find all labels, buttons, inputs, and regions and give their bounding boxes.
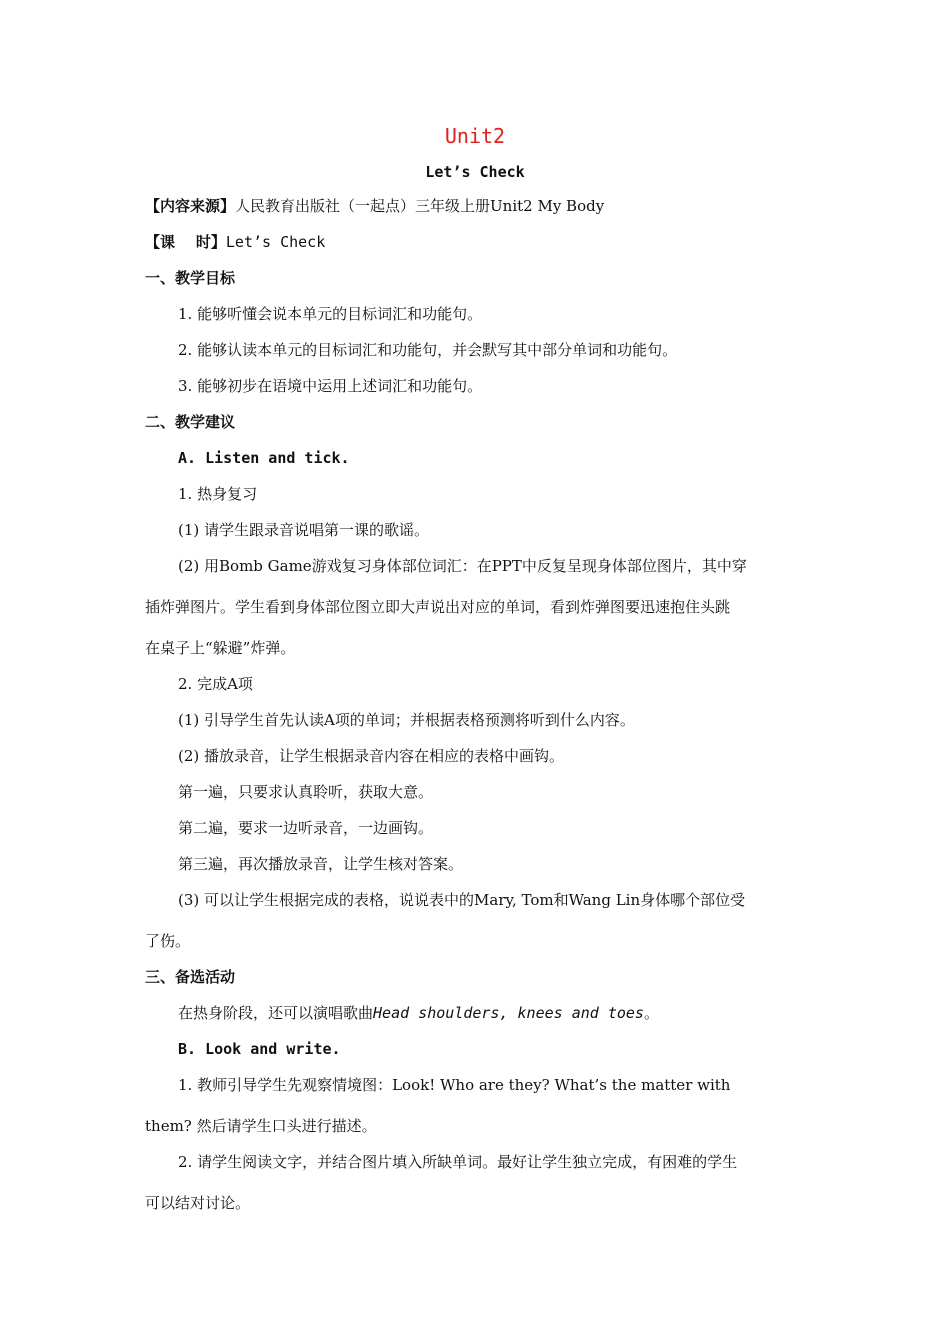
step1-heading: 1. 热身复习 <box>178 485 258 503</box>
step2-heading: 2. 完成A项 <box>178 675 253 693</box>
source-label: 【内容来源】 <box>145 197 236 215</box>
part-b-item-2-line1: 2. 请学生阅读文字，并结合图片填入所缺单词。最好让学生独立完成，有困难的学生 <box>178 1153 738 1171</box>
step2-item-2: (2) 播放录音，让学生根据录音内容在相应的表格中画钩。 <box>178 747 565 765</box>
part-b-heading: B. Look and write. <box>178 1040 341 1058</box>
warmup-prefix: 在热身阶段，还可以演唱歌曲 <box>178 1004 374 1022</box>
step2-item-3-line1: (3) 可以让学生根据完成的表格，说说表中的Mary, Tom和Wang Lin身体哪个部位受 <box>178 891 746 909</box>
step2-item-3-line2: 了伤。 <box>145 932 191 950</box>
objective-item-1: 1. 能够听懂会说本单元的目标词汇和功能句。 <box>178 305 483 323</box>
step1-item-1: (1) 请学生跟录音说唱第一课的歌谣。 <box>178 521 430 539</box>
listening-pass-2: 第二遍，要求一边听录音，一边画钩。 <box>178 819 434 837</box>
objective-item-3: 3. 能够初步在语境中运用上述词汇和功能句。 <box>178 377 483 395</box>
listening-pass-1: 第一遍，只要求认真聆听，获取大意。 <box>178 783 434 801</box>
lesson-line <box>145 232 325 252</box>
song-title: Head shoulders, knees and toes <box>373 1004 644 1022</box>
objective-item-2: 2. 能够认读本单元的目标词汇和功能句，并会默写其中部分单词和功能句。 <box>178 341 678 359</box>
document-subtitle: Let’s Check <box>425 163 525 181</box>
part-a-heading: A. Listen and tick. <box>178 449 350 467</box>
step1-item-2-line2: 插炸弹图片。学生看到身体部位图立即大声说出对应的单词，看到炸弹图要迅速抱住头跳 <box>145 598 731 616</box>
lesson-text: Let’s Check <box>225 233 326 251</box>
section2-heading: 二、教学建议 <box>145 413 236 431</box>
warmup-suffix: 。 <box>643 1004 659 1022</box>
section3-heading: 三、备选活动 <box>145 968 236 986</box>
warmup-activity <box>178 1003 659 1023</box>
source-text: 人民教育出版社（一起点）三年级上册Unit2 My Body <box>235 197 605 215</box>
step1-item-2-line1: (2) 用Bomb Game游戏复习身体部位词汇：在PPT中反复呈现身体部位图片，其中穿 <box>178 557 747 575</box>
lesson-label: 【课 时】 <box>145 233 226 251</box>
step2-item-1: (1) 引导学生首先认读A项的单词；并根据表格预测将听到什么内容。 <box>178 711 635 729</box>
section1-heading: 一、教学目标 <box>145 269 236 287</box>
part-b-item-1-line1: 1. 教师引导学生先观察情境图：Look! Who are they? What’s the matter with <box>178 1076 731 1094</box>
part-b-item-1-line2: them? 然后请学生口头进行描述。 <box>145 1117 377 1135</box>
part-b-item-2-line2: 可以结对讨论。 <box>145 1194 251 1212</box>
source-line <box>145 196 604 216</box>
step1-item-2-line3: 在桌子上“躲避”炸弹。 <box>145 639 296 657</box>
listening-pass-3: 第三遍，再次播放录音，让学生核对答案。 <box>178 855 464 873</box>
document-title: Unit2 <box>444 124 506 148</box>
